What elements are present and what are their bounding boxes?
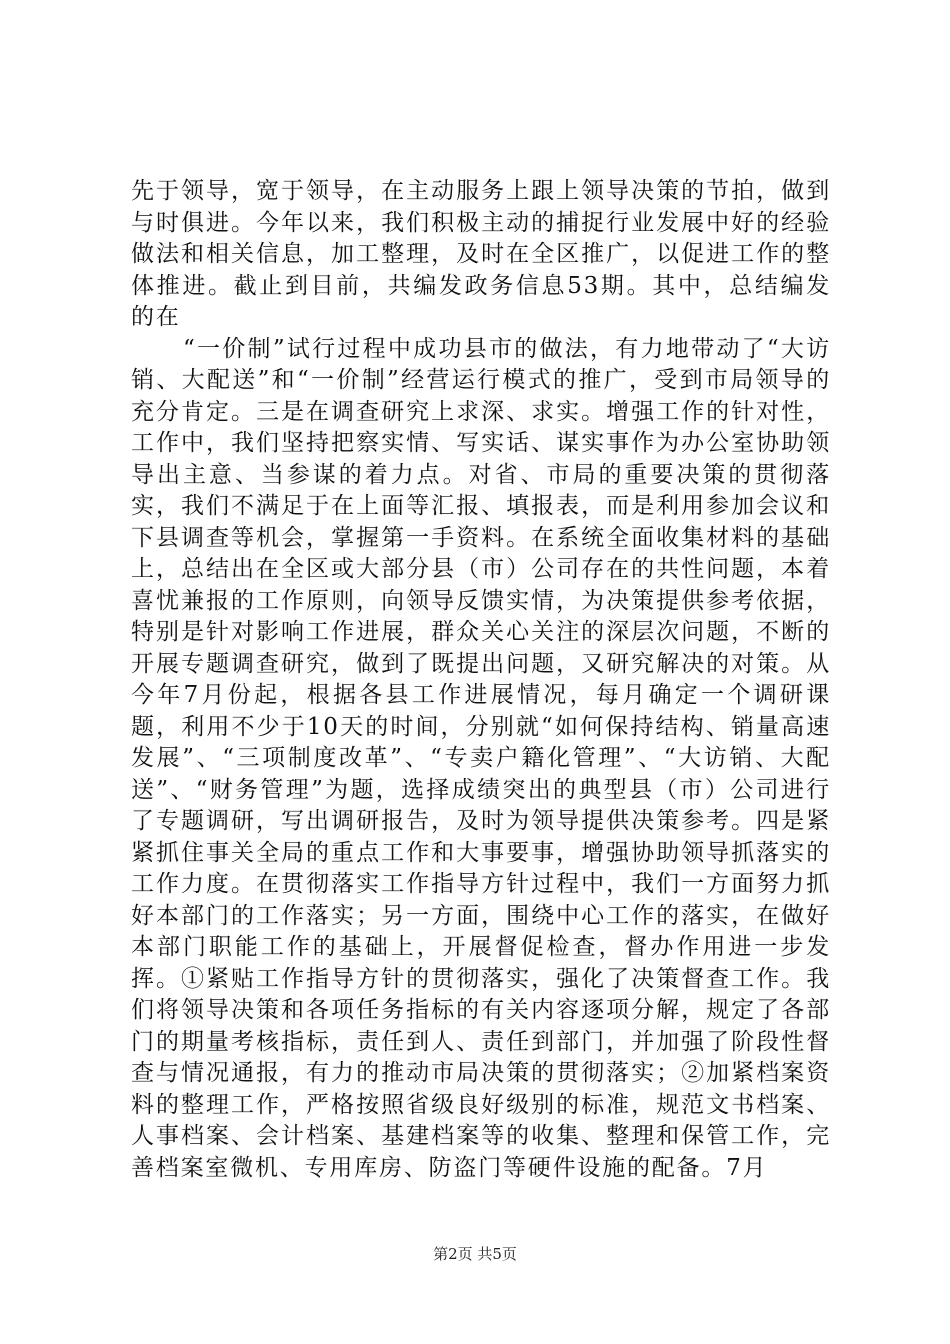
page-number: 第2页 共5页 [433, 1245, 517, 1263]
paragraph-1: 先于领导，宽于领导，在主动服务上跟上领导决策的节拍，做到与时俱进。今年以来，我们积极主动的捕捉行业发展中好的经验做法和相关信息，加工整理，及时在全区推广，以促进工作的整体推进。截止到目前，共编发政务信息53期。其中，总结编发的在 [131, 178, 831, 330]
paragraph-2: “一价制”试行过程中成功县市的做法，有力地带动了“大访销、大配送”和“一价制”经营运行模式的推广，受到市局领导的充分肯定。三是在调查研究上求深、求实。增强工作的针对性，工作中，我们坚持把察实情、写实话、谋实事作为办公室协助领导出主意、当参谋的着力点。对省、市局的重要决策的贯彻落实，我们不满足于在上面等汇报、填报表，而是利用参加会议和下县调查等机会，掌握第一手资料。在系统全面收集材料的基础上，总结出在全区或大部分县（市）公司存在的共性问题，本着喜忧兼报的工作原则，向领导反馈实情，为决策提供参考依据，特别是针对影响工作进展，群众关心关注的深层次问题，不断的开展专题调查研究，做到了既提出问题，又研究解决的对策。从今年7月份起，根据各县工作进展情况，每月确定一个调研课题，利用不少于10天的时间，分别就“如何保持结构、销量高速发展”、“三项制度改革”、“专卖户籍化管理”、“大访销、大配送”、“财务管理”为题，选择成绩突出的典型县（市）公司进行了专题调研，写出调研报告，及时为领导提供决策参考。四是紧紧抓住事关全局的重点工作和大事要事，增强协助领导抓落实的工作力度。在贯彻落实工作指导方针过程中，我们一方面努力抓好本部门的工作落实；另一方面，围绕中心工作的落实，在做好本部门职能工作的基础上，开展督促检查，督办作用进一步发挥。①紧贴工作指导方针的贯彻落实，强化了决策督查工作。我们将领导决策和各项任务指标的有关内容逐项分解，规定了各部门的期量考核指标，责任到人、责任到部门，并加强了阶段性督查与情况通报，有力的推动市局决策的贯彻落实；②加紧档案资料的整理工作，严格按照省级良好级别的标准，规范文书档案、人事档案、会计档案、基建档案等的收集、整理和保管工作，完善档案室微机、专用库房、防盗门等硬件设施的配备。7月 [131, 335, 831, 1181]
document-body [131, 176, 831, 1184]
